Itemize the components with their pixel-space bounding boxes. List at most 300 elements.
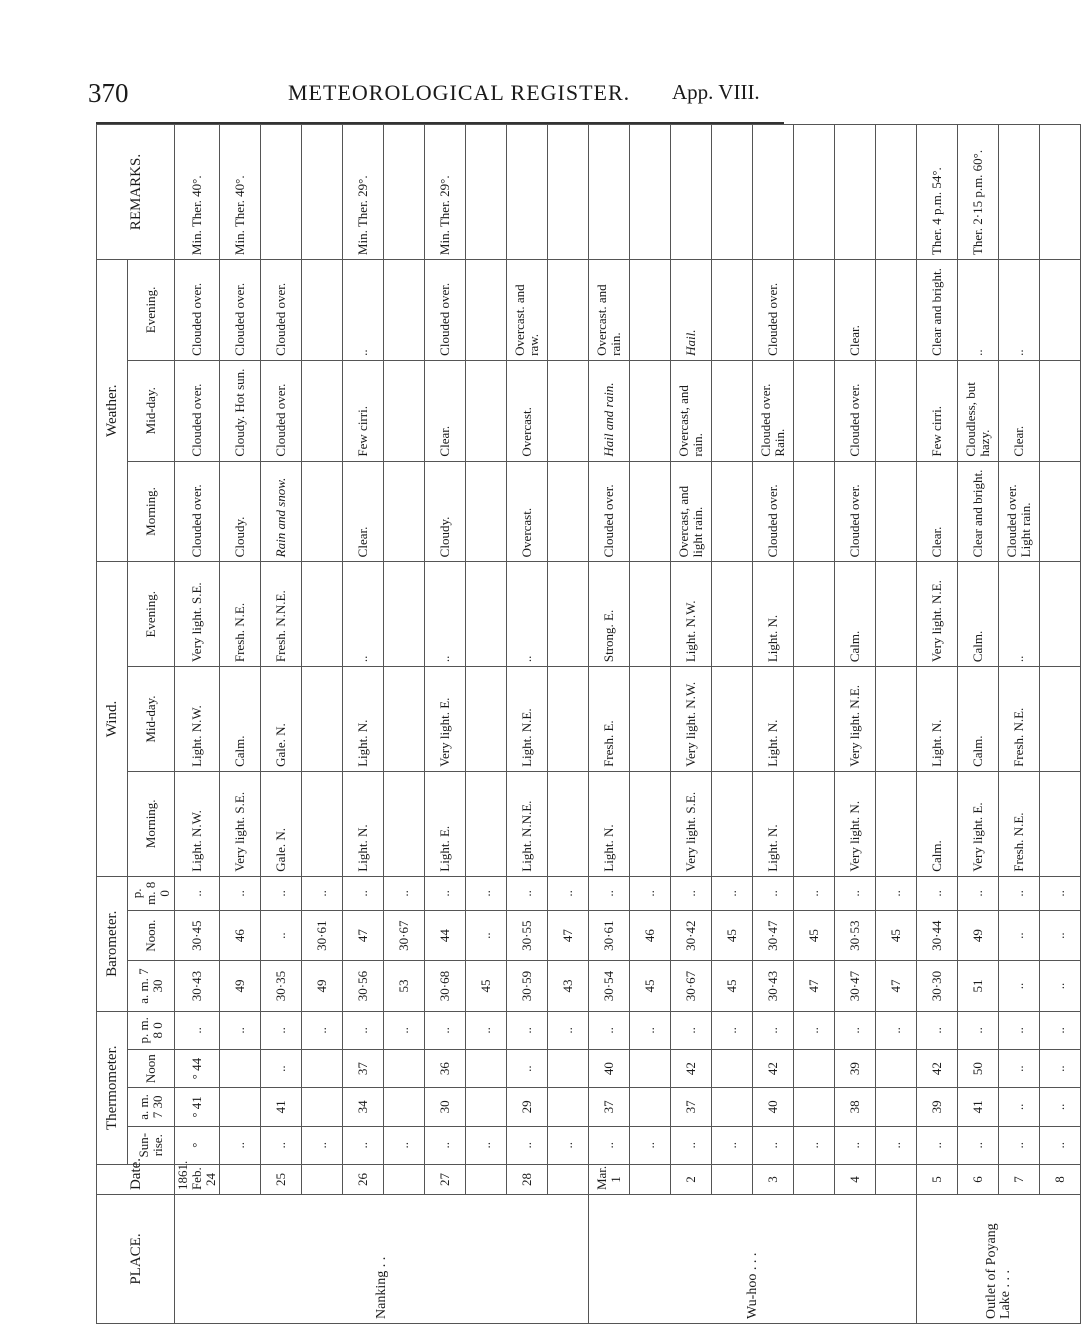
baro-noon-cell: 45: [876, 910, 917, 960]
therm-sunrise-cell: ..: [630, 1126, 671, 1164]
therm-am-cell: [630, 1088, 671, 1126]
therm-pm-cell: ..: [343, 1011, 384, 1049]
wind-evening-cell: Light. N.W.: [671, 562, 712, 667]
weather-midday-cell: [712, 360, 753, 461]
therm-noon-cell: 42: [753, 1049, 794, 1087]
therm-am-header: a. m. 7 30: [128, 1088, 175, 1126]
therm-noon-cell: 50: [958, 1049, 999, 1087]
weather-morning-cell: Clear and bright.: [958, 461, 999, 562]
table-row: [384, 125, 425, 1324]
weather-evening-cell: [302, 260, 343, 361]
weather-evening-cell: Hail.: [671, 260, 712, 361]
baro-noon-cell: ..: [466, 910, 507, 960]
wind-morning-cell: Light. N.: [589, 771, 630, 876]
baro-am-cell: 45: [466, 961, 507, 1011]
therm-sunrise-cell: ..: [302, 1126, 343, 1164]
remarks-cell: [671, 125, 712, 260]
wind-evening-cell: ..: [999, 562, 1040, 667]
therm-sunrise-cell: ..: [671, 1126, 712, 1164]
weather-morning-cell: [302, 461, 343, 562]
weather-midday-cell: [876, 360, 917, 461]
table-row: [175, 125, 220, 1324]
wind-evening-cell: [466, 562, 507, 667]
remarks-cell: Min. Ther. 40°.: [220, 125, 261, 260]
date-cell: 7: [999, 1164, 1040, 1194]
baro-am-cell: 45: [712, 961, 753, 1011]
wind-midday-cell: [548, 667, 589, 772]
baro-am-cell: 30·35: [261, 961, 302, 1011]
therm-pm-cell: ..: [384, 1011, 425, 1049]
weather-morning-cell: Clear.: [343, 461, 384, 562]
wind-evening-cell: [630, 562, 671, 667]
therm-pm-header: p. m. 8 0: [128, 1011, 175, 1049]
therm-am-cell: [302, 1088, 343, 1126]
wind-evening-cell: [302, 562, 343, 667]
wind-midday-cell: Calm.: [220, 667, 261, 772]
therm-sunrise-cell: ..: [466, 1126, 507, 1164]
weather-morning-cell: Overcast, and light rain.: [671, 461, 712, 562]
table-row: [630, 125, 671, 1324]
remarks-cell: Min. Ther. 40°.: [175, 125, 220, 260]
wind-evening-cell: Strong. E.: [589, 562, 630, 667]
date-cell: [876, 1164, 917, 1194]
wind-midday-cell: Fresh. N.E.: [999, 667, 1040, 772]
therm-pm-cell: ..: [302, 1011, 343, 1049]
therm-am-cell: [548, 1088, 589, 1126]
baro-pm-cell: ..: [794, 876, 835, 910]
wind-morning-cell: [794, 771, 835, 876]
therm-noon-cell: 42: [671, 1049, 712, 1087]
weather-midday-cell: Few cirri.: [917, 360, 958, 461]
weather-evening-cell: Clear and bright.: [917, 260, 958, 361]
baro-am-header: a. m. 7 30: [128, 961, 175, 1011]
remarks-cell: [302, 125, 343, 260]
weather-midday-cell: [1040, 360, 1081, 461]
weather-evening-cell: Overcast. and raw.: [507, 260, 548, 361]
wind-midday-cell: [794, 667, 835, 772]
wind-evening-cell: Fresh. N.E.: [220, 562, 261, 667]
baro-noon-header: Noon.: [128, 910, 175, 960]
therm-sunrise-cell: ..: [712, 1126, 753, 1164]
therm-am-cell: [712, 1088, 753, 1126]
table-row: [1040, 125, 1081, 1324]
therm-sunrise-cell: ..: [343, 1126, 384, 1164]
weather-midday-cell: Overcast, and rain.: [671, 360, 712, 461]
table-row: [425, 125, 466, 1324]
remarks-cell: [835, 125, 876, 260]
therm-pm-cell: ..: [671, 1011, 712, 1049]
date-cell: Mar. 1: [589, 1164, 630, 1194]
baro-am-cell: 47: [876, 961, 917, 1011]
therm-sunrise-cell: ..: [794, 1126, 835, 1164]
baro-am-cell: 47: [794, 961, 835, 1011]
date-cell: 5: [917, 1164, 958, 1194]
table-row: [876, 125, 917, 1324]
baro-pm-cell: ..: [548, 876, 589, 910]
therm-sunrise-cell: ..: [999, 1126, 1040, 1164]
therm-noon-cell: ..: [1040, 1049, 1081, 1087]
therm-am-cell: [794, 1088, 835, 1126]
remarks-cell: Min. Ther. 29°.: [343, 125, 384, 260]
therm-pm-cell: ..: [835, 1011, 876, 1049]
therm-pm-cell: ..: [958, 1011, 999, 1049]
table-row: [671, 125, 712, 1324]
therm-noon-cell: [630, 1049, 671, 1087]
baro-noon-cell: 45: [712, 910, 753, 960]
baro-pm-cell: ..: [958, 876, 999, 910]
weather-morning-cell: [794, 461, 835, 562]
therm-sunrise-cell: ..: [753, 1126, 794, 1164]
rotated-table-container: [96, 124, 1067, 1324]
wind-evening-cell: [794, 562, 835, 667]
therm-am-cell: 29: [507, 1088, 548, 1126]
wind-midday-cell: [1040, 667, 1081, 772]
remarks-cell: Ther. 2·15 p.m. 60°.: [958, 125, 999, 260]
register-table-frame: [96, 124, 1067, 1324]
baro-noon-cell: 30·55: [507, 910, 548, 960]
table-row: [917, 125, 958, 1324]
therm-pm-cell: ..: [1040, 1011, 1081, 1049]
thermometer-header: Thermometer.: [97, 1011, 128, 1164]
wind-midday-cell: Light. N.W.: [175, 667, 220, 772]
wind-midday-cell: Gale. N.: [261, 667, 302, 772]
remarks-cell: [999, 125, 1040, 260]
baro-noon-cell: 44: [425, 910, 466, 960]
therm-noon-cell: 36: [425, 1049, 466, 1087]
therm-noon-cell: 37: [343, 1049, 384, 1087]
place-header: PLACE.: [97, 1195, 175, 1324]
baro-am-cell: 51: [958, 961, 999, 1011]
date-header: Date.: [97, 1164, 175, 1194]
wind-midday-cell: Light. N.: [917, 667, 958, 772]
weather-evening-cell: Clouded over.: [753, 260, 794, 361]
date-cell: 3: [753, 1164, 794, 1194]
table-row: [220, 125, 261, 1324]
weather-evening-cell: [466, 260, 507, 361]
baro-pm-cell: ..: [917, 876, 958, 910]
table-row: [835, 125, 876, 1324]
weather-midday-cell: Clear.: [999, 360, 1040, 461]
baro-noon-cell: ..: [1040, 910, 1081, 960]
weather-midday-cell: Cloudy. Hot sun.: [220, 360, 261, 461]
wind-morning-cell: Very light. E.: [958, 771, 999, 876]
weather-morning-cell: Clouded over.: [753, 461, 794, 562]
therm-noon-cell: [302, 1049, 343, 1087]
table-row: [261, 125, 302, 1324]
place-cell: Wu-hoo . . .: [589, 1195, 917, 1324]
wind-midday-cell: Calm.: [958, 667, 999, 772]
table-row: [507, 125, 548, 1324]
therm-sunrise-cell: ..: [220, 1126, 261, 1164]
table-row: [466, 125, 507, 1324]
remarks-cell: [507, 125, 548, 260]
therm-pm-cell: ..: [630, 1011, 671, 1049]
weather-morning-cell: [548, 461, 589, 562]
therm-noon-cell: [220, 1049, 261, 1087]
therm-noon-cell: ..: [507, 1049, 548, 1087]
baro-pm-cell: ..: [753, 876, 794, 910]
baro-am-cell: 30·56: [343, 961, 384, 1011]
table-row: [343, 125, 384, 1324]
baro-am-cell: 30·59: [507, 961, 548, 1011]
therm-pm-cell: ..: [220, 1011, 261, 1049]
wind-evening-cell: Calm.: [835, 562, 876, 667]
weather-evening-cell: Clouded over.: [261, 260, 302, 361]
wind-morning-cell: Calm.: [917, 771, 958, 876]
therm-sunrise-cell: ..: [589, 1126, 630, 1164]
weather-midday-cell: [794, 360, 835, 461]
wind-morning-cell: [876, 771, 917, 876]
remarks-cell: [1040, 125, 1081, 260]
wind-evening-cell: [712, 562, 753, 667]
weather-evening-cell: [384, 260, 425, 361]
weather-midday-cell: Clouded over.: [175, 360, 220, 461]
wind-morning-cell: [302, 771, 343, 876]
baro-noon-cell: 30·45: [175, 910, 220, 960]
weather-morning-cell: [466, 461, 507, 562]
table-row: [753, 125, 794, 1324]
wind-evening-cell: Calm.: [958, 562, 999, 667]
weather-evening-header: Evening.: [128, 260, 175, 361]
weather-midday-cell: [630, 360, 671, 461]
page-number: 370: [88, 78, 129, 108]
weather-midday-cell: Clouded over. Rain.: [753, 360, 794, 461]
therm-noon-cell: [384, 1049, 425, 1087]
therm-noon-cell: [548, 1049, 589, 1087]
therm-am-cell: [876, 1088, 917, 1126]
wind-morning-cell: [1040, 771, 1081, 876]
date-cell: [794, 1164, 835, 1194]
appendix-label: App. VIII.: [672, 80, 760, 104]
remarks-header: REMARKS.: [97, 125, 175, 260]
table-row: [302, 125, 343, 1324]
weather-morning-cell: [630, 461, 671, 562]
date-cell: 2: [671, 1164, 712, 1194]
therm-am-cell: [384, 1088, 425, 1126]
baro-am-cell: 30·67: [671, 961, 712, 1011]
date-cell: [630, 1164, 671, 1194]
weather-evening-cell: [712, 260, 753, 361]
wind-evening-cell: ..: [425, 562, 466, 667]
baro-am-cell: 49: [302, 961, 343, 1011]
wind-morning-cell: Light. N.W.: [175, 771, 220, 876]
wind-morning-cell: Very light. S.E.: [671, 771, 712, 876]
therm-sunrise-cell: ..: [548, 1126, 589, 1164]
weather-evening-cell: Clear.: [835, 260, 876, 361]
baro-pm-cell: ..: [1040, 876, 1081, 910]
wind-morning-cell: Light. N.N.E.: [507, 771, 548, 876]
therm-pm-cell: ..: [261, 1011, 302, 1049]
wind-midday-cell: Very light. E.: [425, 667, 466, 772]
date-cell: 28: [507, 1164, 548, 1194]
baro-pm-cell: ..: [630, 876, 671, 910]
wind-evening-cell: [384, 562, 425, 667]
baro-noon-cell: 30·42: [671, 910, 712, 960]
wind-morning-cell: [548, 771, 589, 876]
wind-evening-cell: ..: [507, 562, 548, 667]
therm-noon-cell: 40: [589, 1049, 630, 1087]
weather-evening-cell: [794, 260, 835, 361]
wind-evening-cell: Very light. N.E.: [917, 562, 958, 667]
wind-midday-cell: [302, 667, 343, 772]
therm-noon-cell: 42: [917, 1049, 958, 1087]
weather-morning-cell: [384, 461, 425, 562]
remarks-cell: [589, 125, 630, 260]
wind-evening-cell: ..: [343, 562, 384, 667]
date-cell: [712, 1164, 753, 1194]
meteorological-register-table: [96, 124, 1081, 1324]
therm-sunrise-header: Sun-rise.: [128, 1126, 175, 1164]
therm-am-cell: ..: [1040, 1088, 1081, 1126]
baro-noon-cell: 46: [220, 910, 261, 960]
baro-noon-cell: ..: [261, 910, 302, 960]
baro-am-cell: ..: [999, 961, 1040, 1011]
baro-noon-cell: 47: [548, 910, 589, 960]
wind-midday-cell: [630, 667, 671, 772]
therm-noon-cell: [794, 1049, 835, 1087]
weather-morning-cell: Clouded over.: [175, 461, 220, 562]
place-cell: Nanking . .: [175, 1195, 589, 1324]
therm-pm-cell: ..: [876, 1011, 917, 1049]
weather-morning-cell: Clouded over. Light rain.: [999, 461, 1040, 562]
therm-am-cell: [220, 1088, 261, 1126]
wind-midday-cell: [466, 667, 507, 772]
baro-noon-cell: 49: [958, 910, 999, 960]
weather-morning-cell: [712, 461, 753, 562]
weather-morning-cell: Overcast.: [507, 461, 548, 562]
weather-midday-cell: Cloudless, but hazy.: [958, 360, 999, 461]
therm-pm-cell: ..: [917, 1011, 958, 1049]
weather-midday-cell: [302, 360, 343, 461]
place-cell: Outlet of Poyang Lake . . .: [917, 1195, 1081, 1324]
remarks-cell: [630, 125, 671, 260]
remarks-cell: [794, 125, 835, 260]
weather-midday-cell: Clear.: [425, 360, 466, 461]
therm-sunrise-cell: ..: [384, 1126, 425, 1164]
weather-evening-cell: Overcast. and rain.: [589, 260, 630, 361]
baro-am-cell: 30·30: [917, 961, 958, 1011]
wind-morning-cell: Light. N.: [343, 771, 384, 876]
wind-morning-cell: Gale. N.: [261, 771, 302, 876]
weather-evening-cell: Clouded over.: [175, 260, 220, 361]
baro-noon-cell: 46: [630, 910, 671, 960]
remarks-cell: [753, 125, 794, 260]
table-row: [589, 125, 630, 1324]
therm-am-cell: ° 41: [175, 1088, 220, 1126]
therm-sunrise-cell: ..: [876, 1126, 917, 1164]
wind-morning-cell: Light. N.: [753, 771, 794, 876]
date-cell: 26: [343, 1164, 384, 1194]
barometer-header: Barometer.: [97, 876, 128, 1011]
weather-midday-cell: [384, 360, 425, 461]
date-cell: 1861. Feb. 24: [175, 1164, 220, 1194]
date-cell: [466, 1164, 507, 1194]
therm-noon-cell: ° 44: [175, 1049, 220, 1087]
remarks-cell: [466, 125, 507, 260]
wind-evening-cell: Very light. S.E.: [175, 562, 220, 667]
therm-sunrise-cell: ..: [835, 1126, 876, 1164]
remarks-cell: [261, 125, 302, 260]
weather-midday-cell: [466, 360, 507, 461]
therm-noon-header: Noon: [128, 1049, 175, 1087]
wind-midday-cell: Fresh. E.: [589, 667, 630, 772]
weather-evening-cell: Clouded over.: [425, 260, 466, 361]
remarks-cell: [548, 125, 589, 260]
wind-morning-cell: Very light. N.: [835, 771, 876, 876]
therm-pm-cell: ..: [548, 1011, 589, 1049]
baro-pm-cell: ..: [507, 876, 548, 910]
therm-sunrise-cell: ..: [917, 1126, 958, 1164]
wind-morning-header: Morning.: [128, 771, 175, 876]
baro-noon-cell: 30·61: [302, 910, 343, 960]
therm-pm-cell: ..: [175, 1011, 220, 1049]
wind-header: Wind.: [97, 562, 128, 876]
baro-am-cell: 30·43: [175, 961, 220, 1011]
baro-pm-cell: ..: [671, 876, 712, 910]
weather-evening-cell: ..: [343, 260, 384, 361]
therm-sunrise-cell: ..: [261, 1126, 302, 1164]
baro-noon-cell: 45: [794, 910, 835, 960]
therm-pm-cell: ..: [466, 1011, 507, 1049]
baro-noon-cell: 30·67: [384, 910, 425, 960]
wind-midday-cell: Light. N.E.: [507, 667, 548, 772]
baro-pm-cell: ..: [589, 876, 630, 910]
therm-am-cell: ..: [999, 1088, 1040, 1126]
weather-morning-cell: Cloudy.: [220, 461, 261, 562]
therm-sunrise-cell: ..: [425, 1126, 466, 1164]
therm-am-cell: 37: [589, 1088, 630, 1126]
wind-morning-cell: [630, 771, 671, 876]
page-header: [0, 74, 800, 118]
baro-noon-cell: 30·53: [835, 910, 876, 960]
weather-evening-cell: [1040, 260, 1081, 361]
baro-pm-cell: ..: [425, 876, 466, 910]
baro-pm-cell: ..: [302, 876, 343, 910]
baro-noon-cell: 30·47: [753, 910, 794, 960]
weather-midday-cell: Clouded over.: [835, 360, 876, 461]
table-row: [999, 125, 1040, 1324]
weather-midday-cell: Few cirri.: [343, 360, 384, 461]
baro-am-cell: 53: [384, 961, 425, 1011]
wind-midday-header: Mid-day.: [128, 667, 175, 772]
baro-noon-cell: 47: [343, 910, 384, 960]
therm-noon-cell: ..: [261, 1049, 302, 1087]
weather-midday-cell: Clouded over.: [261, 360, 302, 461]
remarks-cell: [384, 125, 425, 260]
date-cell: 8: [1040, 1164, 1081, 1194]
therm-noon-cell: 39: [835, 1049, 876, 1087]
therm-sunrise-cell: ..: [958, 1126, 999, 1164]
wind-evening-cell: [876, 562, 917, 667]
baro-am-cell: ..: [1040, 961, 1081, 1011]
weather-midday-cell: [548, 360, 589, 461]
weather-morning-cell: [1040, 461, 1081, 562]
table-row: [958, 125, 999, 1324]
wind-morning-cell: Very light. S.E.: [220, 771, 261, 876]
baro-pm-cell: ..: [175, 876, 220, 910]
baro-noon-cell: 30·61: [589, 910, 630, 960]
baro-am-cell: 30·68: [425, 961, 466, 1011]
weather-evening-cell: Clouded over.: [220, 260, 261, 361]
baro-am-cell: 45: [630, 961, 671, 1011]
therm-noon-cell: [466, 1049, 507, 1087]
therm-am-cell: 34: [343, 1088, 384, 1126]
baro-am-cell: 30·47: [835, 961, 876, 1011]
baro-pm-cell: ..: [876, 876, 917, 910]
therm-pm-cell: ..: [507, 1011, 548, 1049]
date-cell: 6: [958, 1164, 999, 1194]
baro-am-cell: 43: [548, 961, 589, 1011]
